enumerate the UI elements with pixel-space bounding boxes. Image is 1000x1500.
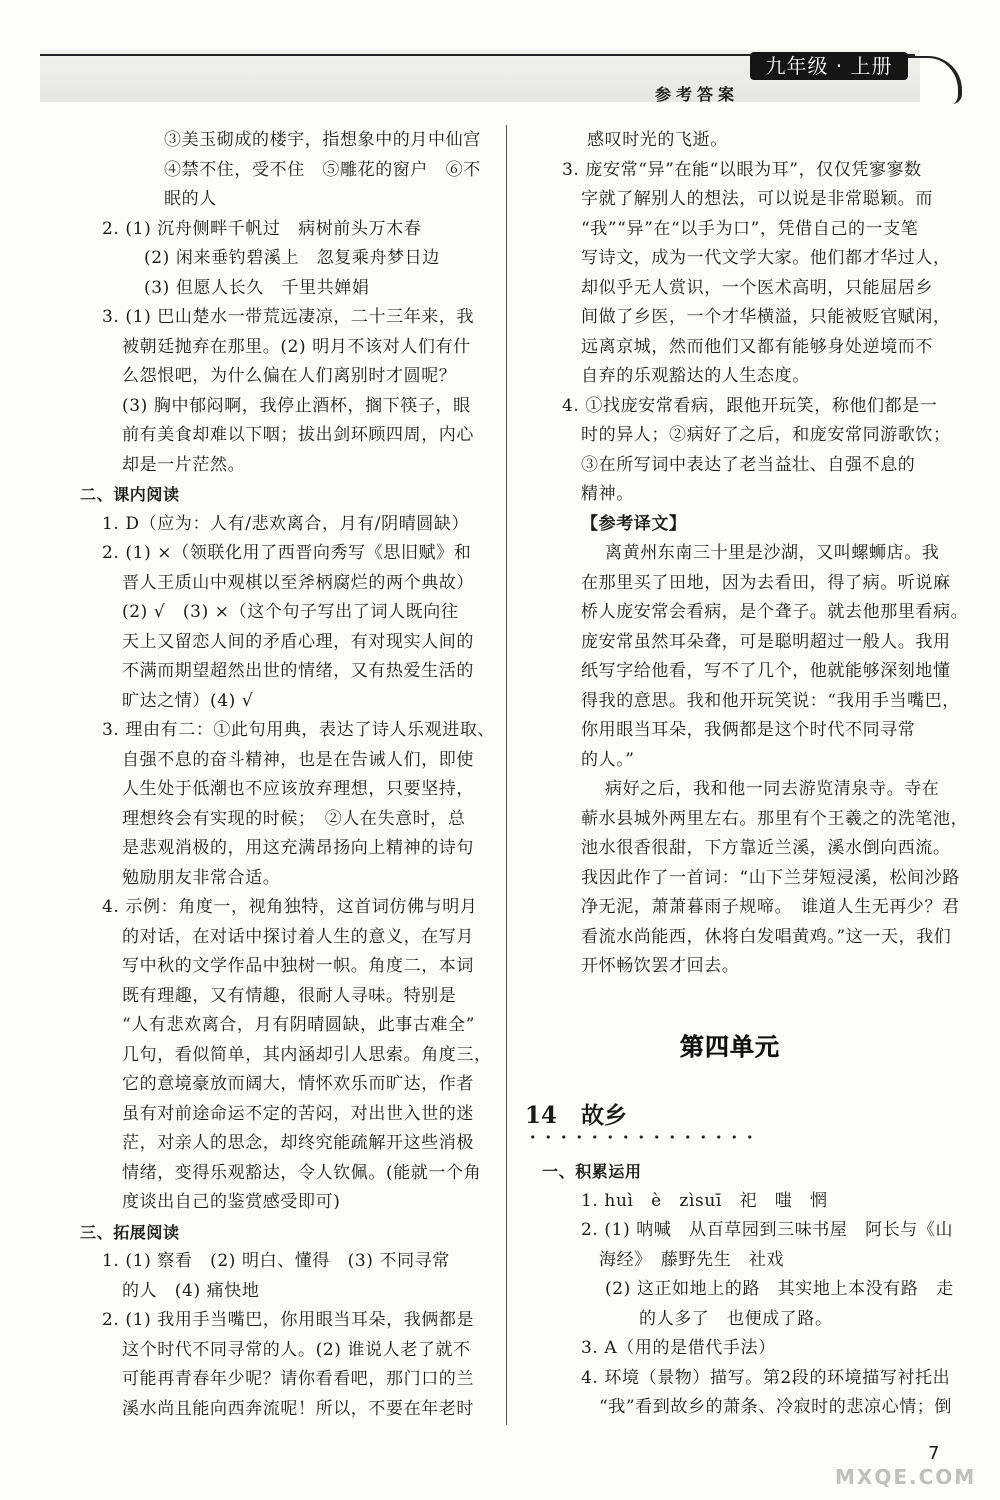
text-line: 却是一片茫然。 — [122, 454, 246, 475]
text-line: 3. 庞安常“异”在能“以眼为耳”，仅仅凭寥寥数 — [562, 159, 922, 180]
text-line: 2. (1) 我用手当嘴巴，你用眼当耳朵，我俩都是 — [102, 1310, 475, 1330]
section-heading: 二、课内阅读 — [80, 485, 180, 504]
text-line: 理想终会有实现的时候； ②人在失意时，总 — [122, 808, 466, 829]
text-line: 4. 示例：角度一，视角独特，这首词仿佛与明月 — [102, 897, 478, 917]
text-line: 3. 理由有二：①此句用典，表达了诗人乐观进取、 — [102, 720, 496, 740]
text-line: 的对话，在对话中探讨着人生的意义，在写月 — [122, 926, 474, 947]
text-line: “我”看到故乡的萧条、冷寂时的悲凉心情；倒 — [599, 1397, 952, 1417]
text-line: 不满而期望超然出世的情绪，又有热爱生活的 — [122, 661, 474, 681]
text-line: 时的异人；②病好了之后，和庞安常同游歌饮； — [581, 425, 951, 445]
text-line: 池水很香很甜，下方靠近兰溪，溪水倒向西流。 — [581, 838, 951, 858]
text-line: 蕲水县城外两里左右。那里有个王羲之的洗笔池， — [581, 808, 969, 829]
text-line: 在那里买了田地，因为去看田，得了病。听说麻 — [581, 572, 951, 593]
text-line: 自弃的乐观豁达的人生态度。 — [581, 366, 810, 386]
text-line: 净无泥，萧萧暮雨子规啼。 谁道人生无再少？君 — [581, 897, 960, 917]
text-line: 勉励朋友非常合适。 — [122, 867, 281, 888]
left-column — [60, 126, 496, 1424]
column-divider — [506, 125, 507, 1425]
text-line: 间做了乡医，一个才华横溢，只能被贬官赋闲， — [581, 307, 951, 327]
text-line: 我因此作了一首词：“山下兰芽短浸溪，松间沙路 — [581, 867, 960, 888]
translation-heading: 【参考译文】 — [581, 513, 687, 534]
text-line: 离黄州东南三十里是沙湖，又叫螺蛳店。我 — [605, 543, 940, 563]
text-line: 1. D（应为：人有/悲欢离合，月有/阴晴圆缺） — [102, 513, 470, 534]
text-line: 人生处于低潮也不应该放弃理想，只要坚持， — [122, 779, 474, 799]
watermark-text: MXQE.COM — [835, 1465, 977, 1489]
text-line: 看流水尚能西，休将白发唱黄鸡。”这一天，我们 — [581, 926, 952, 947]
text-line: 开怀畅饮罢才回去。 — [581, 956, 740, 976]
text-line: 几句，看似简单，其内涵却引人思索。角度三， — [122, 1044, 492, 1065]
lesson-answers — [527, 1157, 967, 1423]
text-line: 的人多了 也便成了路。 — [639, 1308, 833, 1329]
text-line: 它的意境豪放而阔大，情怀欢乐而旷达，作者 — [122, 1074, 474, 1094]
text-line: 是悲观消极的，用这充满昂扬向上精神的诗句 — [122, 838, 474, 858]
text-line: 病好之后，我和他一同去游览清泉寺。寺在 — [605, 779, 940, 799]
text-line: 么怨恨吧，为什么偏在人们离别时才圆呢？ — [122, 366, 457, 386]
text-line: 可能再青春年少呢？请你看看吧，那门口的兰 — [122, 1369, 474, 1389]
section-label: 参考答案 — [655, 85, 740, 104]
text-line: (2) 这正如地上的路 其实地上本没有路 走 — [605, 1279, 954, 1299]
text-line: 感叹时光的飞逝。 — [587, 130, 728, 150]
text-line: 这个时代不同寻常的人。(2) 谁说人老了就不 — [122, 1339, 471, 1360]
text-line: ③在所写词中表达了老当益壮、自强不息的 — [581, 454, 916, 475]
text-line: 的人 (4) 痛快地 — [122, 1280, 260, 1301]
text-line: 却似乎无人赏识，一个医术高明，只能屈居乡 — [581, 277, 933, 298]
text-line: (3) 但愿人长久 千里共婵娟 — [144, 277, 370, 298]
text-line: 眠的人 — [164, 189, 217, 209]
text-line: 2. (1) 呐喊 从百草园到三味书屋 阿长与《山 — [581, 1220, 954, 1240]
text-line: ③美玉砌成的楼宇，指想象中的月中仙宫 — [164, 130, 481, 150]
text-line: 被朝廷抛弃在那里。(2) 明月不该对人们有什 — [122, 336, 471, 357]
text-line: 自强不息的奋斗精神，也是在告诫人们，即使 — [122, 749, 474, 770]
text-line: 字就了解别人的想法，可以说是非常聪颖。而 — [581, 189, 933, 209]
text-line: 虽有对前途命运不定的苦闷，对出世入世的迷 — [122, 1103, 474, 1124]
text-line: 茫，对亲人的思念，却终究能疏解开这些消极 — [122, 1133, 474, 1153]
text-line: 精神。 — [581, 484, 634, 504]
text-line: 晋人王质山中观棋以至斧柄腐烂的两个典故） — [122, 572, 474, 593]
text-line: 的人。” — [581, 749, 635, 770]
text-line: 3. A（用的是借代手法） — [581, 1338, 776, 1358]
lesson-name: 故乡 — [581, 1102, 628, 1129]
text-line: 4. 环境（景物）描写。第2段的环境描写衬托出 — [581, 1367, 951, 1388]
text-line: (2) 闲来垂钓碧溪上 忽复乘舟梦日边 — [144, 248, 440, 268]
text-line: “我”“异”在“以手为口”，凭借自己的一支笔 — [581, 218, 919, 239]
text-line: 情绪，变得乐观豁达，令人钦佩。(能就一个角 — [122, 1162, 482, 1183]
text-line: 1. huì è zìsuī 祀 嗤 惘 — [581, 1190, 828, 1211]
text-line: 度谈出自己的鉴赏感受即可) — [122, 1192, 341, 1212]
text-line: 写诗文，成为一代文学大家。他们都才华过人， — [581, 248, 951, 268]
text-line: 远离京城，然而他们又都有能够身处逆境而不 — [581, 336, 933, 357]
dotted-divider — [525, 1135, 757, 1139]
text-line: 写中秋的文学作品中独树一帜。角度二，本词 — [122, 956, 474, 976]
section-heading: 三、拓展阅读 — [80, 1222, 180, 1242]
text-line: 天上又留恋人间的矛盾心理，有对现实人间的 — [122, 631, 474, 652]
lesson-number: 14 — [525, 1102, 558, 1129]
text-line: 桥人庞安常会看病，是个聋子。就去他那里看病。 — [581, 602, 969, 622]
text-line: 你用眼当耳朵，我俩都是这个时代不同寻常 — [581, 720, 916, 740]
page-number: 7 — [928, 1443, 940, 1464]
header-corner-curve — [902, 56, 962, 104]
unit-title: 第四单元 — [680, 1033, 780, 1061]
text-line: 溪水尚且能向西奔流呢！所以，不要在年老时 — [122, 1398, 474, 1419]
grade-tab: 九年级 · 上册 — [750, 52, 908, 80]
text-line: (3) 胸中郁闷啊，我停止酒杯，搁下筷子，眼 — [122, 395, 471, 416]
lesson-title — [525, 1097, 651, 1130]
text-line: 纸写字给他看，写不了几个，他就能够深刻地懂 — [581, 661, 951, 681]
text-line: 庞安常虽然耳朵聋，可是聪明超过一般人。我用 — [581, 631, 951, 652]
text-line: (2) √ (3) ×（这个句子写出了词人既向往 — [122, 602, 459, 622]
text-line: 1. (1) 察看 (2) 明白、懂得 (3) 不同寻常 — [102, 1251, 450, 1271]
right-column — [527, 126, 967, 982]
text-line: 既有理趣，又有情趣，很耐人寻味。特别是 — [122, 985, 457, 1006]
text-line: “人有悲欢离合，月有阴晴圆缺，此事古难全” — [122, 1015, 475, 1035]
text-line: 4. ①找庞安常看病，跟他开玩笑，称他们都是一 — [562, 395, 938, 416]
text-line: 海经》 藤野先生 社戏 — [599, 1249, 785, 1270]
text-line: 2. (1) ×（领联化用了西晋向秀写《思旧赋》和 — [102, 543, 472, 563]
section-heading: 一、积累运用 — [542, 1162, 642, 1181]
text-line: 2. (1) 沉舟侧畔千帆过 病树前头万木春 — [102, 218, 422, 239]
text-line: 旷达之情）(4) √ — [122, 690, 254, 711]
text-line: 得我的意思。我和他开玩笑说：“我用手当嘴巴， — [581, 690, 960, 711]
text-line: 前有美食却难以下咽；拔出剑环顾四周，内心 — [122, 425, 474, 445]
text-line: ④禁不住，受不住 ⑤雕花的窗户 ⑥不 — [164, 159, 481, 180]
text-line: 3. (1) 巴山楚水一带荒远凄凉，二十三年来，我 — [102, 307, 475, 327]
